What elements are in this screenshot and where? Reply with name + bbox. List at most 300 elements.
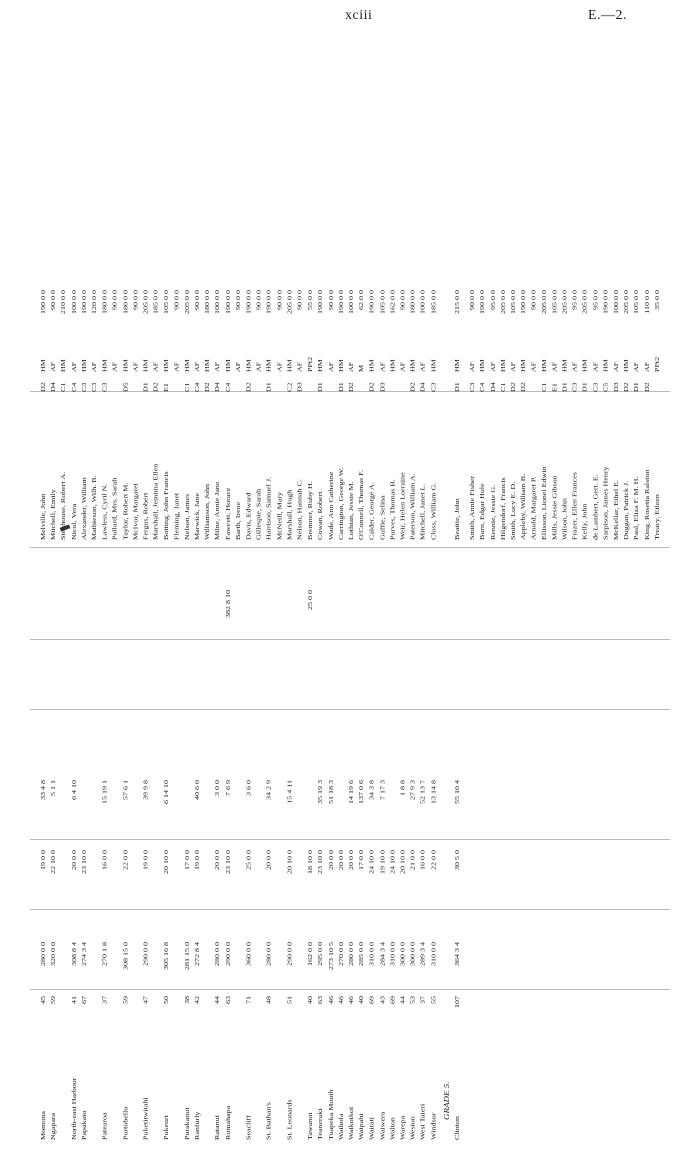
- school-name: Purakanui: [183, 1107, 191, 1140]
- teacher-name: Bremner, Ruby H.: [306, 481, 314, 540]
- teacher-name: Taylor, Robert M.: [121, 482, 129, 540]
- teacher-position: HM: [388, 359, 396, 372]
- school-name: Teaneraki: [316, 1108, 324, 1140]
- other-amount: 35 19 3: [316, 780, 324, 804]
- allowance-amount: 20 10 0: [162, 850, 170, 874]
- teacher-name: Lawless, Cyril N.: [100, 483, 109, 540]
- school-name: Ngapara: [49, 1112, 57, 1140]
- other-amount: 34 3 8: [368, 780, 376, 800]
- teacher-row: [601, 140, 611, 1140]
- table-row: [243, 140, 253, 1140]
- teacher-name: Hilgendorf, Francis: [499, 477, 507, 540]
- teacher-class: C1: [499, 382, 507, 392]
- school-name: Pukeuri: [162, 1115, 170, 1140]
- table-row: [367, 140, 377, 1140]
- teacher-salary: 180 0 0: [121, 290, 129, 314]
- teacher-row: [590, 140, 600, 1140]
- table-row: [387, 140, 397, 1140]
- teacher-name: Wilson, John: [560, 498, 569, 540]
- allowance-amount: 19 0 0: [142, 850, 150, 870]
- teacher-name: Weir, Helen Lorraine: [399, 472, 407, 540]
- teacher-class: D3: [378, 382, 386, 392]
- table-row: [377, 140, 387, 1140]
- teacher-row: [642, 140, 652, 1140]
- salary-amount: 284 3 4: [378, 942, 386, 966]
- teacher-salary: 185 0 0: [429, 290, 437, 314]
- allowance-amount: 22 10 0: [49, 850, 57, 874]
- teacher-salary: 100 0 0: [612, 290, 620, 314]
- allowance-amount: 23 10 0: [80, 850, 88, 874]
- salary-amount: 270 1 8: [100, 942, 109, 966]
- teacher-class: C1: [540, 382, 548, 392]
- salary-amount: 364 3 4: [453, 942, 461, 966]
- teacher-position: AF: [571, 361, 579, 372]
- roll-count: 55: [429, 996, 437, 1004]
- salary-amount: 360 0 0: [244, 942, 252, 966]
- rotated-table-wrapper: [30, 90, 670, 1140]
- teacher-name: Harrison, Samuel J.: [265, 476, 273, 540]
- table-row: [48, 140, 58, 1140]
- salary-amount: 285 0 0: [357, 942, 365, 966]
- roll-count: 59: [49, 996, 57, 1004]
- roll-count: 44: [214, 996, 222, 1004]
- teacher-class: D1: [581, 382, 589, 392]
- teacher-salary: 35 0 0: [653, 290, 661, 310]
- teacher-position: AF: [152, 361, 160, 372]
- school-name: Tawanui: [306, 1112, 314, 1140]
- teacher-name: Lothian, Jessie M.: [347, 481, 355, 540]
- teacher-name: Treacy, Eileen: [653, 494, 661, 540]
- school-name: Waihola: [337, 1113, 345, 1140]
- teacher-position: AF: [327, 361, 335, 372]
- table-row: [233, 140, 243, 1140]
- teacher-salary: 105 0 0: [378, 290, 386, 314]
- teacher-class: D4: [214, 382, 222, 392]
- roll-count: 46: [327, 996, 335, 1004]
- teacher-row: [467, 140, 477, 1140]
- teacher-position: AF: [49, 361, 57, 372]
- other-amount: 7 6 9: [224, 780, 232, 796]
- salary-amount: 272 8 4: [193, 942, 201, 966]
- school-name: Patearoa: [100, 1112, 109, 1140]
- table-row: [295, 140, 305, 1140]
- school-name: Waitati: [368, 1117, 376, 1140]
- teacher-class: C5: [602, 382, 610, 392]
- teacher-position: HM: [478, 359, 486, 372]
- teacher-name: Milne, Annie Jane: [214, 481, 222, 540]
- allowance-amount: 19 0 0: [193, 850, 201, 870]
- teacher-class: C1: [59, 382, 67, 392]
- teacher-class: C4: [70, 382, 78, 392]
- table-row: [336, 140, 346, 1140]
- teacher-name: Duggan, Patrick J.: [622, 480, 630, 540]
- teacher-position: HM: [337, 359, 345, 372]
- school-name: Seacliff: [244, 1115, 252, 1140]
- table-row: [264, 140, 274, 1140]
- teacher-salary: 120 0 0: [90, 290, 98, 314]
- teacher-salary: 190 0 0: [39, 290, 47, 314]
- teacher-salary: 90 0 0: [131, 290, 139, 310]
- teacher-position: HM: [121, 359, 129, 372]
- table-row: [161, 140, 171, 1140]
- teacher-position: HM: [453, 359, 461, 372]
- table-row: [418, 140, 428, 1140]
- teacher-name: Paterson, William A.: [409, 473, 417, 540]
- teacher-position: HM: [162, 359, 170, 372]
- teacher-salary: 90 0 0: [296, 290, 304, 310]
- school-name: Portobello: [121, 1106, 129, 1140]
- teacher-salary: 210 0 0: [59, 290, 67, 314]
- teacher-salary: 90 0 0: [399, 290, 407, 310]
- teacher-position: AF: [172, 361, 180, 372]
- school-name: St. Bathan's: [265, 1102, 273, 1140]
- teacher-name: Carrington, George W.: [337, 467, 345, 540]
- allowance-amount: 20 0 0: [265, 850, 273, 870]
- table-row: [99, 140, 109, 1140]
- teacher-name: Mitchell, Janet L.: [419, 483, 427, 540]
- teacher-row: [539, 140, 549, 1140]
- teacher-salary: 100 0 0: [347, 290, 355, 314]
- teacher-class: D1: [142, 382, 150, 392]
- other-amount: 57 6 1: [121, 780, 129, 800]
- other-amount: 13 14 8: [429, 780, 437, 804]
- teacher-position: HM: [80, 359, 88, 372]
- school-name: Puketitwitahi: [142, 1097, 150, 1140]
- allowance-amount: 20 10 0: [285, 850, 294, 874]
- teacher-row: [611, 140, 621, 1140]
- teacher-name: Pollard, Mrs. Sarah: [111, 477, 119, 540]
- teacher-class: C3: [100, 382, 109, 392]
- teacher-salary: 180 0 0: [100, 290, 109, 314]
- teacher-position: AF: [530, 361, 538, 372]
- teacher-salary: 90 0 0: [193, 290, 201, 310]
- teacher-position: AF: [509, 361, 517, 372]
- teacher-salary: 100 0 0: [70, 290, 78, 314]
- teacher-salary: 205 0 0: [499, 290, 507, 314]
- allowance-amount: 30 5 0: [453, 850, 461, 870]
- teacher-name: Appleby, William B.: [519, 473, 527, 540]
- school-name: Ratanui: [214, 1115, 222, 1140]
- roll-count: 37: [100, 996, 109, 1004]
- roll-count: 50: [162, 996, 170, 1004]
- teacher-position: AF: [234, 361, 242, 372]
- teacher-salary: 205 0 0: [183, 290, 191, 314]
- teacher-position: HM: [100, 359, 109, 372]
- teacher-name: Calder, George A.: [368, 482, 376, 540]
- other-amount: 137 0 6: [357, 780, 365, 804]
- other-amount: 6 14 10: [162, 780, 170, 804]
- teacher-salary: 190 0 0: [337, 290, 345, 314]
- teacher-class: C3: [429, 382, 437, 392]
- roll-count: 69: [368, 996, 376, 1004]
- teacher-class: D2: [368, 382, 376, 392]
- teacher-position: HM: [368, 359, 376, 372]
- roll-count: 41: [70, 996, 78, 1004]
- teacher-salary: 190 0 0: [80, 290, 88, 314]
- teacher-class: D2: [509, 382, 517, 392]
- table-row: [79, 140, 89, 1140]
- roll-count: 53: [409, 996, 417, 1004]
- teacher-name: Stenhouse, Robert A.: [59, 472, 67, 540]
- school-name: St. Leonards: [285, 1099, 294, 1140]
- allowance-amount: 24 10 0: [368, 850, 376, 874]
- roll-count: 40: [357, 996, 365, 1004]
- grade-label: GRADE 5.: [442, 1081, 451, 1120]
- teacher-position: AF: [275, 361, 283, 372]
- teacher-salary: 110 0 0: [643, 290, 651, 314]
- teacher-salary: 180 0 0: [203, 290, 211, 314]
- teacher-position: AF: [347, 361, 355, 372]
- teacher-class: C3: [90, 382, 98, 392]
- teacher-position: AF: [193, 361, 201, 372]
- extra-amount: 25 0 0: [306, 590, 314, 610]
- table-row: [110, 140, 120, 1140]
- teacher-position: AF: [632, 361, 640, 372]
- salary-amount: 308 8 4: [70, 942, 78, 966]
- teacher-class: D2: [622, 382, 630, 392]
- teacher-row: [529, 140, 539, 1140]
- allowance-amount: 18 10 0: [306, 850, 314, 874]
- teacher-class: D1: [453, 382, 461, 392]
- teacher-position: AF: [643, 361, 651, 372]
- roll-count: 37: [419, 996, 427, 1004]
- teacher-salary: 90 0 0: [275, 290, 283, 310]
- teacher-position: AF: [131, 361, 139, 372]
- allowance-amount: 23 10 0: [224, 850, 232, 874]
- salary-amount: 295 0 0: [316, 942, 324, 966]
- teacher-position: HM: [224, 359, 232, 372]
- teacher-class: D2: [347, 382, 355, 392]
- teacher-position: HM: [540, 359, 548, 372]
- salary-amount: 162 0 0: [306, 942, 314, 966]
- teacher-name: Purves, Thomas B.: [388, 479, 396, 540]
- other-amount: 34 2 9: [265, 780, 273, 800]
- other-amount: 1 8 8: [399, 780, 407, 796]
- teacher-class: D1: [560, 382, 569, 392]
- teacher-salary: 100 0 0: [419, 290, 427, 314]
- teacher-class: D3: [612, 382, 620, 392]
- table-row: [326, 140, 336, 1140]
- teacher-salary: 105 0 0: [632, 290, 640, 314]
- table-row: [397, 140, 407, 1140]
- roll-count: 107: [453, 996, 461, 1008]
- teacher-position: HM: [602, 359, 610, 372]
- teacher-salary: 95 0 0: [489, 290, 497, 310]
- teacher-name: King, Rosetta Ralston: [643, 469, 651, 540]
- teacher-salary: 190 0 0: [368, 290, 376, 314]
- teacher-position: PPt2: [306, 356, 314, 372]
- table-row: [171, 140, 181, 1140]
- salary-amount: 290 0 0: [285, 942, 294, 966]
- teacher-name: Rennie, Jessie G.: [489, 484, 497, 540]
- teacher-salary: 105 0 0: [162, 290, 170, 314]
- teacher-name: Mathieson, Wilh. B.: [90, 475, 98, 540]
- teacher-position: AF: [296, 361, 304, 372]
- extra-amount: 382 8 10: [224, 590, 232, 618]
- other-amount: 3 0 0: [214, 780, 222, 796]
- allowance-amount: 25 0 0: [244, 850, 252, 870]
- teacher-row: [580, 140, 590, 1140]
- table-row: [38, 140, 48, 1140]
- teacher-position: HM: [244, 359, 252, 372]
- teacher-position: AF: [70, 361, 78, 372]
- table-row: [428, 140, 438, 1140]
- teacher-position: HM: [265, 359, 273, 372]
- allowance-amount: 17 0 0: [183, 850, 191, 870]
- teacher-class: D1: [316, 382, 324, 392]
- salary-amount: 300 0 0: [409, 942, 417, 966]
- allowance-amount: 20 0 0: [214, 850, 222, 870]
- roll-count: 42: [193, 996, 201, 1004]
- teacher-name: Gillespie, Sarah: [255, 488, 263, 540]
- teacher-row: [477, 140, 487, 1140]
- teacher-class: D1: [265, 382, 273, 392]
- allowance-amount: 22 0 0: [121, 850, 129, 870]
- table-row: [346, 140, 356, 1140]
- teacher-salary: 190 0 0: [478, 290, 486, 314]
- teacher-class: D1: [632, 382, 640, 392]
- teacher-position: AF: [591, 361, 599, 372]
- teacher-salary: 185 0 0: [152, 290, 160, 314]
- roll-count: 44: [399, 996, 407, 1004]
- teacher-row: [652, 140, 662, 1140]
- table-row: [58, 140, 68, 1140]
- teacher-position: HM: [316, 359, 324, 372]
- table-row: [408, 140, 418, 1140]
- teacher-position: AF: [255, 361, 263, 372]
- salary-amount: 289 3 4: [419, 942, 427, 966]
- teacher-position: HM: [560, 359, 569, 372]
- roll-count: 46: [347, 996, 355, 1004]
- other-amount: 3 6 0: [244, 780, 252, 796]
- teacher-row: [559, 140, 569, 1140]
- teacher-position: HM: [59, 359, 67, 372]
- teacher-class: E1: [162, 383, 170, 392]
- roll-count: 48: [265, 996, 273, 1004]
- salary-amount: 281 15 0: [183, 942, 191, 970]
- other-amount: 33 4 8: [39, 780, 47, 800]
- teacher-class: C4: [478, 382, 486, 392]
- teacher-name: McKellar, Ethel E.: [612, 479, 620, 540]
- teacher-name: Ellisson, Lionel Edwin: [540, 466, 548, 540]
- other-amount: 14 19 6: [347, 780, 355, 804]
- teacher-position: HM: [499, 359, 507, 372]
- teacher-position: AF: [468, 361, 476, 372]
- allowance-amount: 23 10 0: [316, 850, 324, 874]
- teacher-position: HM: [519, 359, 527, 372]
- table-row: [69, 140, 79, 1140]
- table-row: [212, 140, 222, 1140]
- teacher-name: Fleming, Janet: [172, 492, 180, 540]
- teacher-class: C3: [591, 382, 599, 392]
- teacher-position: HM: [203, 359, 211, 372]
- teacher-name: McIvor, Margaret: [131, 483, 139, 540]
- school-name: Momona: [39, 1111, 47, 1140]
- teacher-salary: 205 0 0: [540, 290, 548, 314]
- allowance-amount: 16 0 0: [100, 850, 109, 870]
- roll-count: 71: [244, 996, 252, 1004]
- teacher-class: D2: [643, 382, 651, 392]
- teacher-name: Arnold, Margaret P.: [530, 476, 538, 540]
- teacher-name: Alexander, William: [80, 477, 88, 540]
- teacher-position: HM: [581, 359, 589, 372]
- teacher-salary: 190 0 0: [316, 290, 324, 314]
- teacher-salary: 190 0 0: [244, 290, 252, 314]
- teacher-name: Botting, John Francis: [162, 471, 170, 540]
- school-name: Clinton: [453, 1115, 461, 1140]
- teacher-name: Fergus, Robert: [142, 492, 150, 540]
- teacher-salary: 205 0 0: [581, 290, 589, 314]
- table-row: [284, 140, 294, 1140]
- allowance-amount: 21 0 0: [409, 850, 417, 870]
- other-amount: 55 10 4: [453, 780, 461, 804]
- table-row: [89, 140, 99, 1140]
- teacher-class: D4: [49, 382, 57, 392]
- table-row: [182, 140, 192, 1140]
- other-amount: 7 17 3: [378, 780, 386, 800]
- teacher-name: McNeill, Mary: [275, 492, 283, 540]
- salary-amount: 300 0 0: [399, 942, 407, 966]
- teacher-row: [570, 140, 580, 1140]
- teacher-position: AF: [489, 361, 497, 372]
- page-number: xciii: [345, 8, 373, 23]
- teacher-class: D2: [39, 382, 47, 392]
- table-row: [202, 140, 212, 1140]
- teacher-salary: 62 0 0: [357, 290, 365, 310]
- school-name: North-east Harbour: [70, 1077, 78, 1140]
- allowance-amount: 16 0 0: [419, 850, 427, 870]
- allowance-amount: 19 10 0: [378, 850, 386, 874]
- salary-amount: 274 3 4: [80, 942, 88, 966]
- salary-amount: 310 0 0: [388, 942, 396, 966]
- table-row: [151, 140, 161, 1140]
- teacher-name: Nicol, Vera: [70, 503, 78, 540]
- teacher-name: de Lambert, Gert. E.: [591, 474, 599, 540]
- teacher-salary: 105 0 0: [550, 290, 558, 314]
- teacher-position: HM: [142, 359, 150, 372]
- table-row: [452, 140, 462, 1140]
- salary-amount: 273 10 5: [327, 942, 335, 970]
- teacher-row: [498, 140, 508, 1140]
- school-name: Romahapa: [224, 1105, 232, 1140]
- teacher-salary: 180 0 0: [409, 290, 417, 314]
- allowance-amount: 20 0 0: [327, 850, 335, 870]
- teacher-position: HM: [409, 359, 417, 372]
- teacher-position: HM: [429, 359, 437, 372]
- allowance-amount: 20 10 0: [399, 850, 407, 874]
- teacher-salary: 90 0 0: [111, 290, 119, 310]
- school-name: West Taieri: [419, 1103, 427, 1140]
- teacher-position: HM: [285, 359, 294, 372]
- teacher-position: AF: [419, 361, 427, 372]
- teacher-name: Frazer, Ellen Frances: [571, 472, 579, 540]
- teacher-class: E1: [550, 383, 558, 392]
- salary-amount: 270 0 0: [337, 942, 345, 966]
- teacher-name: Smith, Annie Fisher: [468, 475, 476, 540]
- salary-amount: 280 0 0: [265, 942, 273, 966]
- teacher-name: Marshall, Jemima Ellen: [152, 463, 160, 540]
- roll-count: 51: [285, 996, 294, 1004]
- school-name: Weston: [409, 1116, 417, 1140]
- table-row: [192, 140, 202, 1140]
- teacher-position: M: [357, 364, 365, 372]
- salary-amount: 308 15 0: [121, 942, 129, 970]
- allowance-amount: 24 10 0: [388, 850, 396, 874]
- allowance-amount: 20 0 0: [347, 850, 355, 870]
- teacher-salary: 190 0 0: [265, 290, 273, 314]
- teacher-position: AF: [378, 361, 386, 372]
- teacher-salary: 90 0 0: [234, 290, 242, 310]
